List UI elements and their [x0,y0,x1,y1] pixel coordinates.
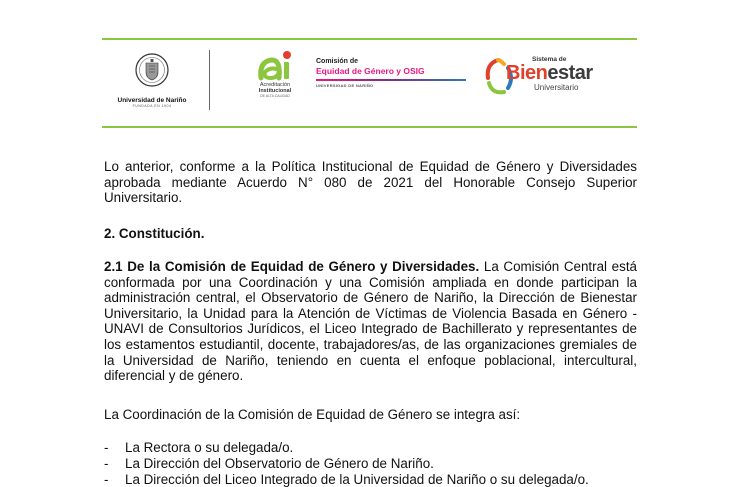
university-name: Universidad de Nariño [117,97,187,104]
header-bottom-rule [102,126,637,128]
paragraph-3-text: La Coordinación de la Comisión de Equidad de Género se integra así: [104,407,521,422]
commission-underline [316,79,466,81]
logo-divider [209,50,210,110]
university-crest-icon [135,50,169,90]
paragraph-2-text [104,259,637,384]
welfare-line-3: Universitario [534,83,579,92]
commission-line-2: Equidad de Género y OSIG [316,66,425,76]
accreditation-line-1: Acreditación [259,82,291,88]
header-top-rule [102,38,637,40]
accreditation-line-2: Institucional [258,88,292,94]
list-marker: - [104,440,109,455]
commission-line-3: UNIVERSIDAD DE NARIÑO [316,83,374,88]
subsection-heading: 2.1 De la Comisión de Equidad de Género y Diversidades. [104,259,480,274]
paragraph-policy [104,159,637,206]
welfare-line-1: Sistema de [532,56,567,63]
welfare-word-bien: Bien [506,62,548,84]
welfare-line-2 [506,63,593,83]
welfare-logo [484,56,634,106]
list-marker: - [104,471,109,487]
accreditation-line-3: DE ALTA CALIDAD [260,94,290,98]
accreditation-ai-icon [255,48,295,82]
commission-line-1: Comisión de [316,58,359,65]
paragraph-coordination [104,407,637,423]
welfare-word-estar: estar [547,62,593,84]
paragraph-2-body: La Comisión Central está conformada por una Coordinación y una Comisión ampliada en donde participan la administración central, el Observatorio de Género de Nariño, la Dirección de Bienestar Universitario, la Unidad para la Atención de Víctimas de Violencia Basada en Género - UNAVI de Consultorios Jurídicos, el Liceo Integrado de Bachillerato y representantes de los estamentos estudiantil, docente, trabajadores/as, de las organizaciones gremiales de la Universidad de Nariño, teniendo en cuenta el enfoque poblacional, intercultural, diferencial y de género. [104,259,637,384]
section-heading [104,226,637,242]
list-item: - La Dirección del Observatorio de Género de Nariño. [104,455,434,471]
university-founded: FUNDADA EN 1904 [132,104,172,108]
section-heading-text: 2. Constitución. [104,226,205,241]
paragraph-commission [104,259,637,384]
paragraph-1-text: Lo anterior, conforme a la Política Institucional de Equidad de Género y Diversidades aprobada mediante Acuerdo N° 080 de 2021 del Honorable Consejo Superior Universitario. [104,159,637,206]
list-item: - La Rectora o su delegada/o. [104,440,294,455]
university-logo [112,50,192,108]
gender-commission-logo [316,58,476,88]
list-marker: - [104,455,109,471]
list-item: - La Dirección del Liceo Integrado de la Universidad de Nariño o su delegada/o. [104,471,589,487]
accreditation-logo [250,48,300,98]
coordination-list [104,440,637,487]
header-logos [102,44,637,124]
